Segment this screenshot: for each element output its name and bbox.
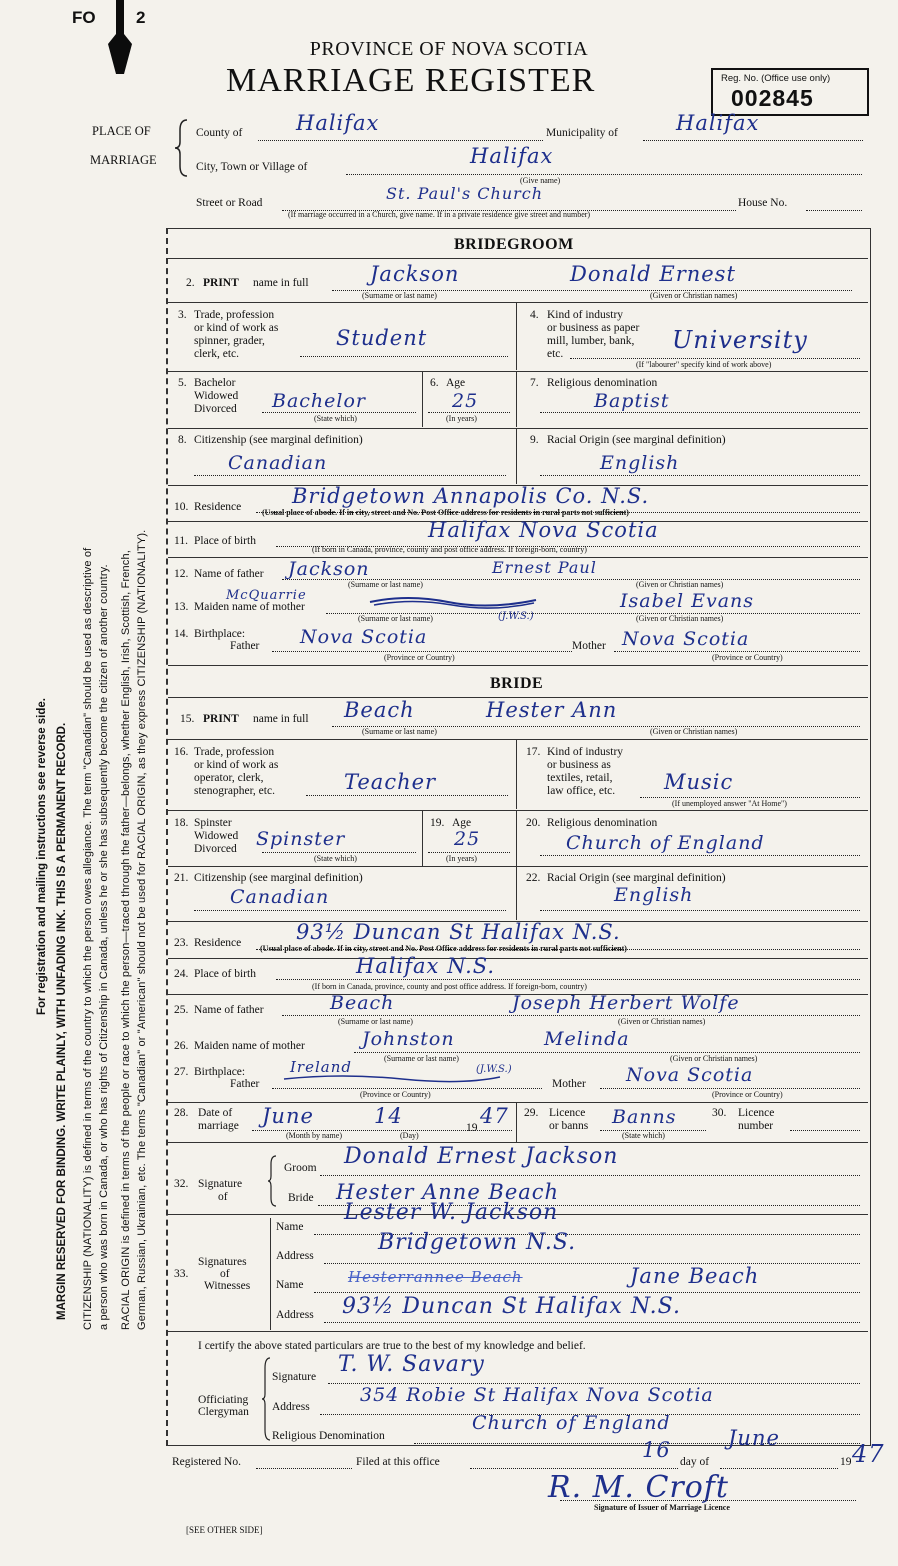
groom-father-surname: Jackson xyxy=(288,558,370,580)
field-16-l3: operator, clerk, xyxy=(194,772,264,784)
bride-birthplace: Halifax N.S. xyxy=(356,954,496,978)
bride-mother-prov-caption: (Province or Country) xyxy=(712,1090,783,1099)
field-20-num: 20. xyxy=(526,817,541,829)
groom-father-birthplace: Nova Scotia xyxy=(300,626,428,648)
field-20-label: Religious denomination xyxy=(547,817,658,829)
field-27-l1: Birthplace: xyxy=(194,1066,246,1078)
groom-residence-caption: (Usual place of abode. If in city, street and No. Post Office address for residents in rural parts not sufficient) xyxy=(262,508,629,517)
field-5-l2: Widowed xyxy=(194,390,239,402)
clergy-denomination: Church of England xyxy=(472,1412,671,1434)
groom-sig-label: Groom xyxy=(284,1162,317,1174)
house-no-label: House No. xyxy=(738,197,788,209)
clergyman-l1: Officiating xyxy=(198,1394,249,1406)
bride-status: Spinster xyxy=(256,828,346,850)
bride-state-caption: (State which) xyxy=(314,854,357,863)
field-7-num: 7. xyxy=(530,377,539,389)
groom-state-caption: (State which) xyxy=(314,414,357,423)
bride-father-given: Joseph Herbert Wolfe xyxy=(512,992,740,1014)
licence-state-caption: (State which) xyxy=(622,1131,665,1140)
witness2-name-label: Name xyxy=(276,1279,304,1291)
clergyman-brace xyxy=(262,1356,272,1442)
groom-father-surname-caption: (Surname or last name) xyxy=(348,580,423,589)
municipality-label: Municipality of xyxy=(546,127,618,139)
bride-residence-caption: (Usual place of abode. If in city, street and No. Post Office address for residents in rural parts not sufficient) xyxy=(260,944,627,953)
county-label: County of xyxy=(196,127,243,139)
clergy-address-label: Address xyxy=(272,1401,310,1413)
field-25-label: Name of father xyxy=(194,1004,264,1016)
field-32-l1: Signature xyxy=(198,1178,243,1190)
groom-initials: (J.W.S.) xyxy=(498,611,534,622)
groom-citizenship: Canadian xyxy=(228,452,328,474)
groom-status: Bachelor xyxy=(272,390,367,412)
field-10-label: Residence xyxy=(194,501,242,513)
field-15-label: name in full xyxy=(253,713,309,725)
filed-year-prefix: 19 xyxy=(840,1456,852,1468)
filed-label: Filed at this office xyxy=(356,1456,440,1468)
field-29-num: 29. xyxy=(524,1107,539,1119)
groom-signature: Donald Ernest Jackson xyxy=(344,1144,619,1169)
field-29-l1: Licence xyxy=(549,1107,586,1119)
groom-age: 25 xyxy=(452,390,479,412)
field-3-l4: clerk, etc. xyxy=(194,348,240,360)
field-9-num: 9. xyxy=(530,434,539,446)
field-4-l4: etc. xyxy=(547,348,564,360)
licence-or-banns: Banns xyxy=(612,1106,677,1128)
registered-label: Registered No. xyxy=(172,1456,241,1468)
issuer-caption: Signature of Issuer of Marriage Licence xyxy=(594,1503,730,1512)
bride-origin: English xyxy=(614,884,694,906)
city-value: Halifax xyxy=(470,144,554,168)
field-4-l1: Kind of industry xyxy=(547,309,624,321)
witness2-address: 93½ Duncan St Halifax N.S. xyxy=(342,1294,681,1319)
bride-surname: Beach xyxy=(344,698,415,722)
bride-surname-caption: (Surname or last name) xyxy=(362,727,437,736)
field-21-label: Citizenship (see marginal definition) xyxy=(194,872,363,884)
field-2-label: name in full xyxy=(253,277,309,289)
field-10-num: 10. xyxy=(174,501,189,513)
field-19-label: Age xyxy=(452,817,472,829)
marriage-month: June xyxy=(262,1104,314,1128)
certify-text: I certify the above stated particulars are true to the best of my knowledge and belief. xyxy=(198,1340,586,1352)
field-3-num: 3. xyxy=(178,309,187,321)
margin-note-line2: MARGIN RESERVED FOR BINDING. WRITE PLAINLY, WITH UNFADING INK. THIS IS A PERMANENT RECORD. xyxy=(56,722,68,1320)
field-33-num: 33. xyxy=(174,1268,189,1280)
field-30-l1: Licence xyxy=(738,1107,775,1119)
field-29-l2: or banns xyxy=(549,1120,589,1132)
witness1-address: Bridgetown N.S. xyxy=(378,1230,577,1255)
field-17-l1: Kind of industry xyxy=(547,746,624,758)
signature-brace xyxy=(268,1154,278,1208)
reg-no-label: Reg. No. (Office use only) xyxy=(721,73,831,84)
bride-mother-label: Mother xyxy=(552,1078,586,1090)
bride-citizenship: Canadian xyxy=(230,886,330,908)
groom-birthplace: Halifax Nova Scotia xyxy=(428,518,659,542)
groom-trade: Student xyxy=(336,326,428,350)
marriage-label: MARRIAGE xyxy=(90,153,157,167)
field-32-num: 32. xyxy=(174,1178,189,1190)
clergy-address: 354 Robie St Halifax Nova Scotia xyxy=(360,1384,714,1406)
field-32-l2: of xyxy=(218,1191,228,1203)
filed-year: 47 xyxy=(852,1440,885,1468)
field-4-l3: mill, lumber, bank, xyxy=(547,335,635,347)
groom-mother-prov-caption: (Province or Country) xyxy=(712,653,783,662)
bride-father-prov-caption: (Province or Country) xyxy=(360,1090,431,1099)
marriage-month-caption: (Month by name) xyxy=(286,1131,342,1140)
field-13-label: Maiden name of mother xyxy=(194,601,305,613)
brace-left xyxy=(175,118,191,178)
marriage-year: 47 xyxy=(480,1104,509,1128)
field-8-label: Citizenship (see marginal definition) xyxy=(194,434,363,446)
margin-note-line3: CITIZENSHIP (NATIONALITY) is defined in terms of the country to which the person owes allegiance. The term "Canadian" should be used as descriptive of xyxy=(82,547,94,1330)
bride-father-given-caption: (Given or Christian names) xyxy=(618,1017,706,1026)
bride-mother-birthplace: Nova Scotia xyxy=(626,1064,754,1086)
groom-mother-label: Mother xyxy=(572,640,606,652)
field-33-l3: Witnesses xyxy=(204,1280,251,1292)
field-33-l2: of xyxy=(220,1268,230,1280)
bride-birthplace-caption: (If born in Canada, province, county and post office address. If foreign-born, country) xyxy=(312,982,587,991)
clergy-denom-label: Religious Denomination xyxy=(272,1430,385,1442)
filed-day: 16 xyxy=(642,1438,671,1462)
field-16-l4: stenographer, etc. xyxy=(194,785,275,797)
field-19-num: 19. xyxy=(430,817,445,829)
bride-mother-surname: Johnston xyxy=(362,1028,455,1050)
church-note-caption: (If marriage occurred in a Church, give name. If in a private residence give street and number) xyxy=(288,210,591,219)
field-18-num: 18. xyxy=(174,817,189,829)
marriage-year-prefix: 19 xyxy=(466,1122,478,1134)
field-2-num: 2. xyxy=(186,277,195,289)
groom-given: Donald Ernest xyxy=(570,262,736,286)
groom-mother-birthplace: Nova Scotia xyxy=(622,628,750,650)
field-30-num: 30. xyxy=(712,1107,727,1119)
bride-mother-given-caption: (Given or Christian names) xyxy=(670,1054,758,1063)
field-6-label: Age xyxy=(446,377,466,389)
bride-age: 25 xyxy=(454,828,481,850)
clergy-signature: T. W. Savary xyxy=(338,1352,485,1377)
field-26-label: Maiden name of mother xyxy=(194,1040,305,1052)
province-heading: PROVINCE OF NOVA SCOTIA xyxy=(309,38,589,60)
street-value: St. Paul's Church xyxy=(386,184,544,203)
marriage-day-caption: (Day) xyxy=(400,1131,419,1140)
field-11-num: 11. xyxy=(174,535,188,547)
give-name-caption: (Give name) xyxy=(520,176,561,185)
field-28-num: 28. xyxy=(174,1107,189,1119)
field-18-l1: Spinster xyxy=(194,817,232,829)
see-other-side: [SEE OTHER SIDE] xyxy=(186,1525,263,1535)
day-of-label: day of xyxy=(680,1456,710,1468)
field-21-num: 21. xyxy=(174,872,189,884)
groom-mother-given-caption: (Given or Christian names) xyxy=(636,614,724,623)
field-26-num: 26. xyxy=(174,1040,189,1052)
marriage-day: 14 xyxy=(374,1104,403,1128)
place-of-label: PLACE OF xyxy=(92,124,151,138)
field-28-l1: Date of xyxy=(198,1107,233,1119)
field-4-l2: or business as paper xyxy=(547,322,640,334)
field-14-num: 14. xyxy=(174,628,189,640)
field-30-l2: number xyxy=(738,1120,774,1132)
field-3-l2: or kind of work as xyxy=(194,322,279,334)
field-17-l3: textiles, retail, xyxy=(547,772,613,784)
bride-industry: Music xyxy=(664,770,734,794)
margin-note-line6: German, Russian, Ukrainian, etc. The terms "Canadian" or "American" should not be used for RACIAL ORIGIN, as they express CITIZENSHIP (NATIONALITY). xyxy=(136,529,148,1330)
form-label: FO xyxy=(72,8,96,27)
groom-years-caption: (In years) xyxy=(446,414,477,423)
groom-surname-caption: (Surname or last name) xyxy=(362,291,437,300)
groom-industry-caption: (If "labourer" specify kind of work above) xyxy=(636,360,772,369)
field-6-num: 6. xyxy=(430,377,439,389)
field-16-l1: Trade, profession xyxy=(194,746,275,758)
margin-note-line5: RACIAL ORIGIN is defined in terms of the people or race to which the person—traced through the father—belongs, whether English, Irish, Scottish, French, xyxy=(120,550,132,1330)
field-22-num: 22. xyxy=(526,872,541,884)
groom-mother-surname-correction: McQuarrie xyxy=(226,588,307,603)
bride-trade: Teacher xyxy=(344,770,437,794)
form-number: 2 xyxy=(136,8,146,27)
reg-no-value: 002845 xyxy=(731,85,814,111)
field-18-l3: Divorced xyxy=(194,843,237,855)
margin-note-line4: a person who was born in Canada, or who has rights of Citizenship in Canada, unless he or she has subsequently become the citizen of another country. xyxy=(98,564,110,1330)
field-23-label: Residence xyxy=(194,937,242,949)
groom-surname: Jackson xyxy=(370,262,460,286)
field-7-label: Religious denomination xyxy=(547,377,658,389)
bride-mother-surname-caption: (Surname or last name) xyxy=(384,1054,459,1063)
witness1-name-label: Name xyxy=(276,1221,304,1233)
field-24-label: Place of birth xyxy=(194,968,256,980)
field-5-l3: Divorced xyxy=(194,403,237,415)
field-3-l3: spinner, grader, xyxy=(194,335,265,347)
witness1-name: Lester W. Jackson xyxy=(344,1200,559,1225)
field-22-label: Racial Origin (see marginal definition) xyxy=(547,872,726,884)
groom-father-given-caption: (Given or Christian names) xyxy=(636,580,724,589)
bride-residence: 93½ Duncan St Halifax N.S. xyxy=(296,920,621,944)
reg-no-box xyxy=(711,68,869,116)
issuer-signature: R. M. Croft xyxy=(548,1470,729,1505)
witness2-address-label: Address xyxy=(276,1309,314,1321)
field-24-num: 24. xyxy=(174,968,189,980)
city-label: City, Town or Village of xyxy=(196,161,308,173)
bride-industry-caption: (If unemployed answer "At Home") xyxy=(672,799,787,808)
county-value: Halifax xyxy=(296,111,380,135)
street-label: Street or Road xyxy=(196,197,263,209)
witness2-name-crossed: Hesterrannee Beach xyxy=(348,1268,523,1286)
field-18-l2: Widowed xyxy=(194,830,239,842)
field-28-l2: marriage xyxy=(198,1120,239,1132)
groom-father-prov-caption: (Province or Country) xyxy=(384,653,455,662)
bride-father-birthplace: Ireland xyxy=(290,1058,352,1076)
witness1-address-label: Address xyxy=(276,1250,314,1262)
field-27-num: 27. xyxy=(174,1066,189,1078)
field-33-l1: Signatures xyxy=(198,1256,247,1268)
bride-given-caption: (Given or Christian names) xyxy=(650,727,738,736)
bridegroom-heading: BRIDEGROOM xyxy=(454,236,574,253)
groom-mother-given: Isabel Evans xyxy=(620,590,755,612)
strike-through-mark xyxy=(368,590,538,612)
field-16-l2: or kind of work as xyxy=(194,759,279,771)
bride-mother-given: Melinda xyxy=(544,1028,630,1050)
field-13-num: 13. xyxy=(174,601,189,613)
field-14-l2: Father xyxy=(230,640,260,652)
field-17-l2: or business as xyxy=(547,759,611,771)
field-17-num: 17. xyxy=(526,746,541,758)
bride-religion: Church of England xyxy=(566,832,765,854)
field-23-num: 23. xyxy=(174,937,189,949)
bride-signature: Hester Anne Beach xyxy=(336,1180,560,1204)
clergy-sig-label: Signature xyxy=(272,1371,317,1383)
field-8-num: 8. xyxy=(178,434,187,446)
field-4-num: 4. xyxy=(530,309,539,321)
field-16-num: 16. xyxy=(174,746,189,758)
bride-father-surname: Beach xyxy=(330,992,395,1014)
groom-father-given: Ernest Paul xyxy=(492,558,597,577)
field-12-num: 12. xyxy=(174,568,189,580)
clergyman-l2: Clergyman xyxy=(198,1406,249,1418)
groom-origin: English xyxy=(600,452,680,474)
groom-mother-surname-caption: (Surname or last name) xyxy=(358,614,433,623)
bride-heading: BRIDE xyxy=(490,675,544,692)
municipality-value: Halifax xyxy=(676,111,760,135)
bride-sig-label: Bride xyxy=(288,1192,314,1204)
field-25-num: 25. xyxy=(174,1004,189,1016)
field-3-l1: Trade, profession xyxy=(194,309,275,321)
field-27-l2: Father xyxy=(230,1078,260,1090)
bride-initials: (J.W.S.) xyxy=(476,1064,512,1075)
field-15-print: PRINT xyxy=(203,713,239,725)
groom-religion: Baptist xyxy=(594,390,670,412)
field-11-label: Place of birth xyxy=(194,535,256,547)
filed-month: June xyxy=(728,1426,780,1450)
margin-note-line1: For registration and mailing instructions see reverse side. xyxy=(36,698,48,1015)
field-15-num: 15. xyxy=(180,713,195,725)
field-2-print: PRINT xyxy=(203,277,239,289)
page-title: MARRIAGE REGISTER xyxy=(226,62,596,99)
birthplace-strike-mark xyxy=(282,1070,502,1086)
bride-years-caption: (In years) xyxy=(446,854,477,863)
field-12-label: Name of father xyxy=(194,568,264,580)
field-14-l1: Birthplace: xyxy=(194,628,246,640)
groom-birthplace-caption: (If born in Canada, province, county and post office address. If foreign-born, country) xyxy=(312,545,587,554)
groom-industry: University xyxy=(672,326,808,354)
groom-residence: Bridgetown Annapolis Co. N.S. xyxy=(292,484,650,508)
field-17-l4: law office, etc. xyxy=(547,785,616,797)
bride-father-surname-caption: (Surname or last name) xyxy=(338,1017,413,1026)
field-9-label: Racial Origin (see marginal definition) xyxy=(547,434,726,446)
bride-given: Hester Ann xyxy=(486,698,618,722)
field-5-num: 5. xyxy=(178,377,187,389)
groom-given-caption: (Given or Christian names) xyxy=(650,291,738,300)
witness2-name: Jane Beach xyxy=(630,1264,760,1288)
field-5-l1: Bachelor xyxy=(194,377,236,389)
